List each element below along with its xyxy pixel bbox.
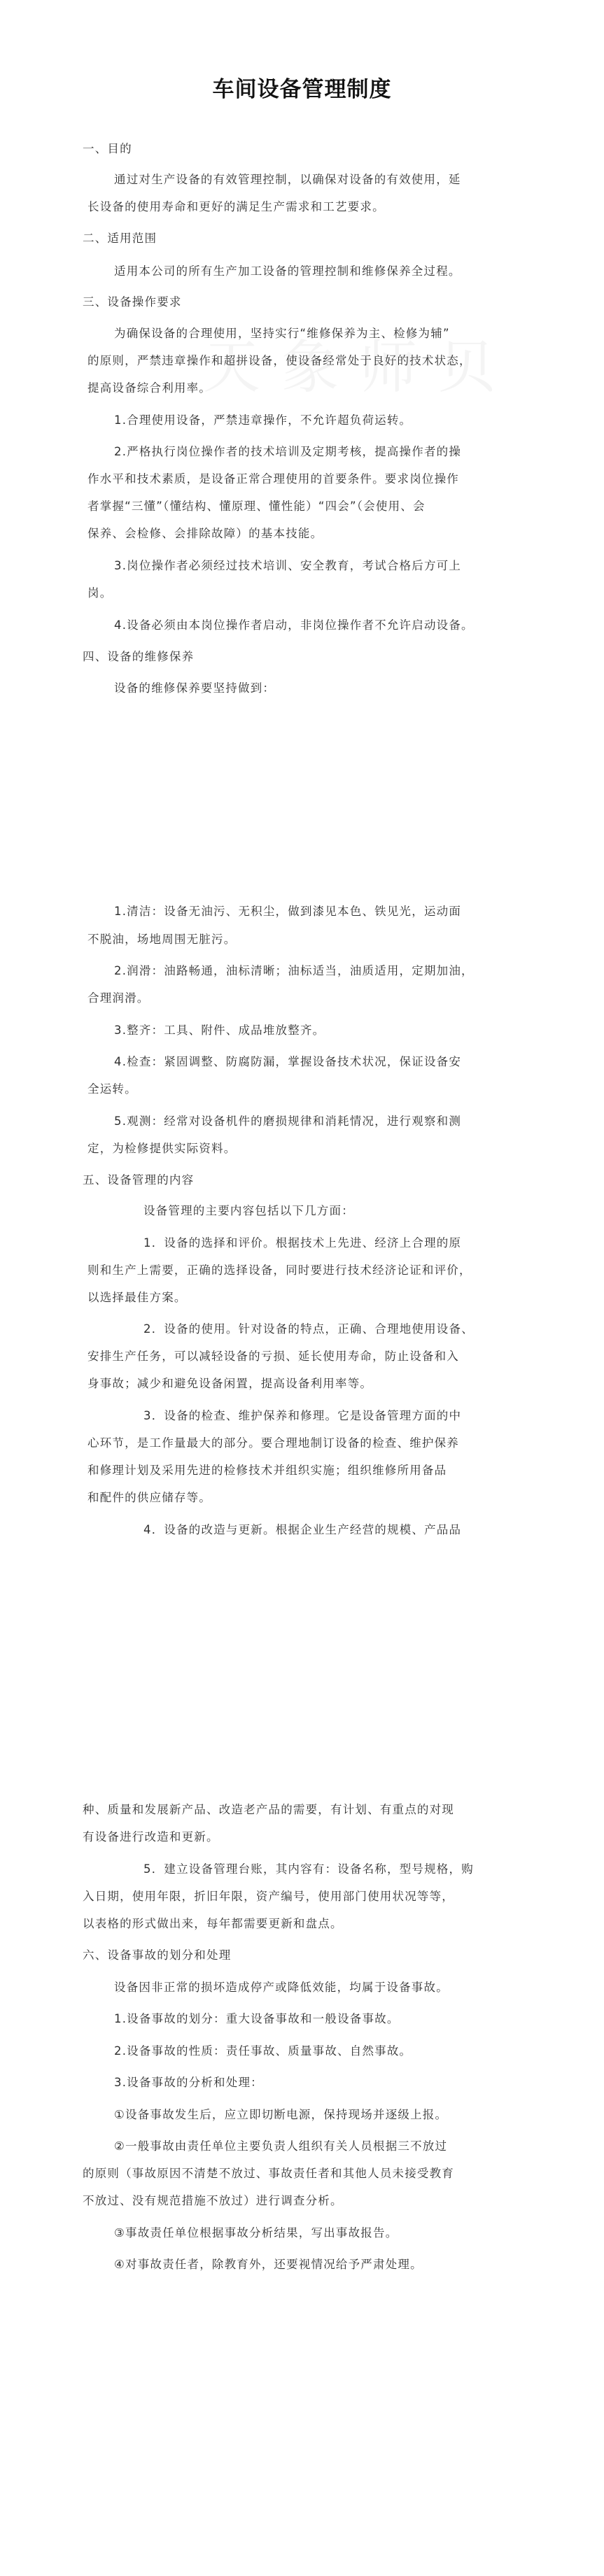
list-item-line: 和配件的供应储存等。 <box>87 1491 211 1504</box>
list-item-line: 4.设备必须由本岗位操作者启动，非岗位操作者不允许启动设备。 <box>114 618 474 632</box>
paragraph-line: 的原则，严禁违章操作和超拼设备，使设备经常处于良好的技术状态， <box>87 354 472 367</box>
section-heading-scope: 二、适用范围 <box>83 232 157 245</box>
list-item-line: 岗。 <box>87 586 113 600</box>
list-item-line: 5.观测：经常对设备机件的磨损规律和消耗情况，进行观察和测 <box>114 1114 462 1128</box>
list-item-line: 3.设备事故的分析和处理： <box>114 2076 263 2089</box>
list-item-line: 全运转。 <box>87 1082 137 1096</box>
list-item-line: 5．建立设备管理台账，其内容有：设备名称，型号规格，购 <box>143 1862 474 1876</box>
list-item-line: ①设备事故发生后，应立即切断电源，保持现场并逐级上报。 <box>114 2108 448 2121</box>
list-item-line: 和修理计划及采用先进的检修技术并组织实施；组织维修所用备品 <box>87 1464 447 1477</box>
paragraph-line: 设备的维修保养要坚持做到： <box>114 681 276 695</box>
list-item-line: 3．设备的检查、维护保养和修理。它是设备管理方面的中 <box>143 1409 462 1422</box>
section-heading-accidents: 六、设备事故的划分和处理 <box>83 1948 232 1962</box>
list-item-line: 1．设备的选择和评价。根据技术上先进、经济上合理的原 <box>143 1236 462 1250</box>
list-item-line: 则和生产上需要，正确的选择设备，同时要进行技术经济论证和评价， <box>87 1264 472 1277</box>
list-item-line: 入日期，使用年限，折旧年限，资产编号，使用部门使用状况等等， <box>83 1890 454 1903</box>
list-item-line: 以表格的形式做出来，每年都需要更新和盘点。 <box>83 1917 343 1930</box>
list-item-line: 有设备进行改造和更新。 <box>83 1830 219 1843</box>
list-item-line: 2.设备事故的性质：责任事故、质量事故、自然事故。 <box>114 2044 412 2058</box>
list-item-line: 定，为检修提供实际资料。 <box>87 1142 237 1155</box>
section-heading-purpose: 一、目的 <box>83 142 132 155</box>
paragraph-line: 适用本公司的所有生产加工设备的管理控制和维修保养全过程。 <box>114 264 461 278</box>
list-item-line: 3.整齐：工具、附件、成品堆放整齐。 <box>114 1024 325 1037</box>
list-item-line: 安排生产任务，可以减轻设备的亏损、延长使用寿命，防止设备和入 <box>87 1350 459 1363</box>
section-heading-operation: 三、设备操作要求 <box>83 295 182 309</box>
paragraph-line: 设备因非正常的损坏造成停产或降低效能，均属于设备事故。 <box>114 1981 449 1994</box>
list-item-line: 身事故；减少和避免设备闲置，提高设备利用率等。 <box>87 1377 373 1390</box>
section-heading-management: 五、设备管理的内容 <box>83 1173 195 1187</box>
list-item-line: 3.岗位操作者必须经过技术培训、安全教育，考试合格后方可上 <box>114 559 462 572</box>
list-item-line: 种、质量和发展新产品、改造老产品的需要，有计划、有重点的对现 <box>83 1803 454 1816</box>
list-item-line: 1.清洁：设备无油污、无积尘，做到漆见本色、铁见光，运动面 <box>114 905 462 918</box>
list-item-line: 的原则（事故原因不清楚不放过、事故责任者和其他人员未接受教育 <box>83 2167 454 2180</box>
paragraph-line: 设备管理的主要内容包括以下几方面： <box>143 1204 354 1217</box>
list-item-line: 以选择最佳方案。 <box>87 1291 187 1304</box>
list-item-line: 不放过、没有规范措施不放过）进行调查分析。 <box>83 2194 343 2207</box>
list-item-line: 作水平和技术素质，是设备正常合理使用的首要条件。要求岗位操作 <box>87 472 459 486</box>
document-title: 车间设备管理制度 <box>212 77 392 102</box>
list-item-line: 不脱油，场地周围无脏污。 <box>87 933 237 946</box>
list-item-line: 保养、会检修、会排除故障）的基本技能。 <box>87 527 323 540</box>
paragraph-line: 通过对生产设备的有效管理控制，以确保对设备的有效使用，延 <box>114 173 461 186</box>
list-item-line: 1.设备事故的划分：重大设备事故和一般设备事故。 <box>114 2012 400 2025</box>
list-item-line: 心环节，是工作量最大的部分。要合理地制订设备的检查、维护保养 <box>87 1436 459 1450</box>
list-item-line: 2.严格执行岗位操作者的技术培训及定期考核，提高操作者的操 <box>114 445 462 458</box>
section-heading-maintenance: 四、设备的维修保养 <box>83 650 195 663</box>
paragraph-line: 提高设备综合利用率。 <box>87 381 211 395</box>
list-item-line: ③事故责任单位根据事故分析结果，写出事故报告。 <box>114 2226 398 2239</box>
list-item-line: 4．设备的改造与更新。根据企业生产经营的规模、产品品 <box>143 1523 462 1536</box>
paragraph-line: 长设备的使用寿命和更好的满足生产需求和工艺要求。 <box>87 200 385 213</box>
list-item-line: 者掌握“三懂”（懂结构、懂原理、懂性能）“四会”（会使用、会 <box>87 500 426 513</box>
list-item-line: 合理润滑。 <box>87 991 150 1005</box>
list-item-line: 1.合理使用设备，严禁违章操作，不允许超负荷运转。 <box>114 413 412 427</box>
list-item-line: 2．设备的使用。针对设备的特点，正确、合理地使用设备、 <box>143 1322 474 1336</box>
list-item-line: 2.润滑：油路畅通，油标清晰；油标适当，油质适用，定期加油， <box>114 964 474 977</box>
list-item-line: ②一般事故由责任单位主要负责人组织有关人员根据三不放过 <box>114 2139 448 2153</box>
paragraph-line: 为确保设备的合理使用，坚持实行“维修保养为主、检修为辅” <box>114 327 450 340</box>
list-item-line: 4.检查：紧固调整、防腐防漏，掌握设备技术状况，保证设备安 <box>114 1055 462 1068</box>
list-item-line: ④对事故责任者，除教育外，还要视情况给予严肃处理。 <box>114 2258 423 2271</box>
